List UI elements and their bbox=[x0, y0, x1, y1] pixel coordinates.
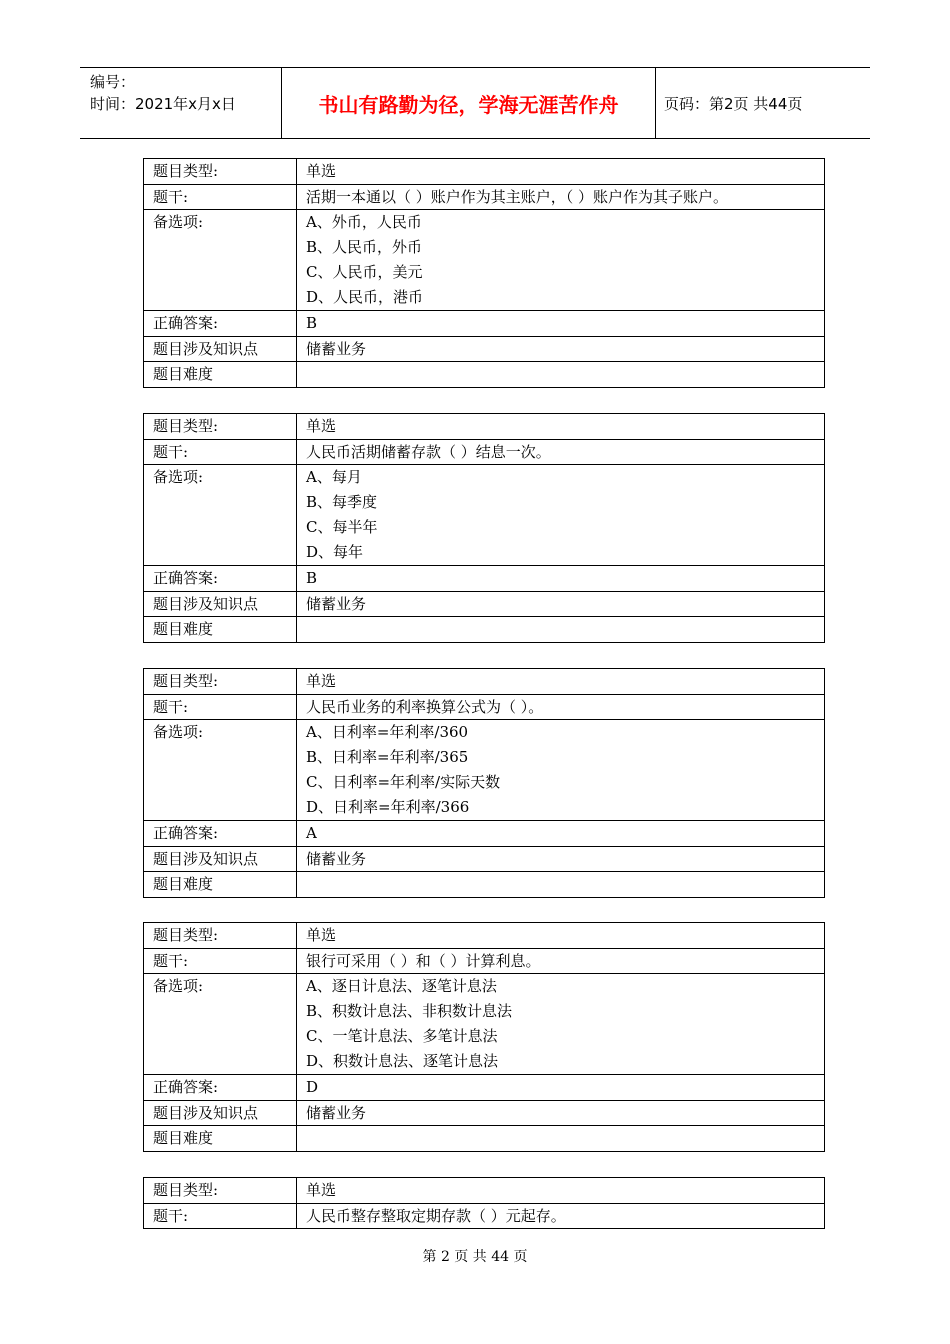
document-time: 时间：2021年x月x日 bbox=[90, 95, 236, 113]
row-type bbox=[144, 923, 825, 949]
question-table-5 bbox=[143, 1177, 825, 1229]
options-label: 备选项: bbox=[144, 210, 297, 311]
option-c: C、日利率=年利率/实际天数 bbox=[306, 773, 501, 791]
header-motto: 书山有路勤为径，学海无涯苦作舟 bbox=[281, 68, 656, 138]
option-d: D、日利率=年利率/366 bbox=[306, 798, 470, 816]
option-c: C、一笔计息法、多笔计息法 bbox=[306, 1027, 498, 1045]
answer-label: 正确答案: bbox=[144, 566, 297, 592]
type-label: 题目类型: bbox=[144, 669, 297, 695]
difficulty-label: 题目难度 bbox=[144, 872, 297, 898]
options-list bbox=[297, 465, 825, 566]
stem-value: 活期一本通以（ ）账户作为其主账户，（ ）账户作为其子账户。 bbox=[297, 184, 825, 210]
stem-label: 题干: bbox=[144, 1203, 297, 1229]
type-value: 单选 bbox=[297, 414, 825, 440]
option-c: C、人民币，美元 bbox=[306, 263, 423, 281]
difficulty-value bbox=[297, 872, 825, 898]
stem-value: 人民币业务的利率换算公式为（ ）。 bbox=[297, 694, 825, 720]
knowledge-value: 储蓄业务 bbox=[297, 1100, 825, 1126]
stem-label: 题干: bbox=[144, 948, 297, 974]
page-footer: 第 2 页 共 44 页 bbox=[422, 1249, 528, 1265]
stem-value: 人民币整存整取定期存款（ ）元起存。 bbox=[297, 1203, 825, 1229]
difficulty-label: 题目难度 bbox=[144, 362, 297, 388]
knowledge-value: 储蓄业务 bbox=[297, 336, 825, 362]
knowledge-label: 题目涉及知识点 bbox=[144, 846, 297, 872]
row-answer bbox=[144, 311, 825, 337]
type-value: 单选 bbox=[297, 159, 825, 185]
row-difficulty bbox=[144, 872, 825, 898]
type-value: 单选 bbox=[297, 669, 825, 695]
stem-label: 题干: bbox=[144, 694, 297, 720]
options-list bbox=[297, 974, 825, 1075]
difficulty-label: 题目难度 bbox=[144, 617, 297, 643]
question-table-2 bbox=[143, 413, 825, 643]
question-table-1 bbox=[143, 158, 825, 388]
row-stem bbox=[144, 439, 825, 465]
row-difficulty bbox=[144, 1126, 825, 1152]
option-a: A、逐日计息法、逐笔计息法 bbox=[306, 977, 497, 995]
row-options bbox=[144, 974, 825, 1075]
option-c: C、每半年 bbox=[306, 518, 378, 536]
difficulty-value bbox=[297, 617, 825, 643]
option-b: B、积数计息法、非积数计息法 bbox=[306, 1002, 513, 1020]
row-type bbox=[144, 669, 825, 695]
row-stem bbox=[144, 694, 825, 720]
row-type bbox=[144, 414, 825, 440]
row-options bbox=[144, 465, 825, 566]
answer-label: 正确答案: bbox=[144, 821, 297, 847]
row-options bbox=[144, 210, 825, 311]
header-page-info: 页码：第2页 共44页 bbox=[664, 94, 803, 113]
knowledge-label: 题目涉及知识点 bbox=[144, 591, 297, 617]
row-type bbox=[144, 1178, 825, 1204]
knowledge-value: 储蓄业务 bbox=[297, 591, 825, 617]
difficulty-value bbox=[297, 362, 825, 388]
answer-value: B bbox=[297, 566, 825, 592]
options-label: 备选项: bbox=[144, 720, 297, 821]
answer-value: A bbox=[297, 821, 825, 847]
answer-value: D bbox=[297, 1075, 825, 1101]
row-type bbox=[144, 159, 825, 185]
row-knowledge bbox=[144, 1100, 825, 1126]
option-a: A、日利率=年利率/360 bbox=[306, 723, 469, 741]
row-knowledge bbox=[144, 846, 825, 872]
header-meta bbox=[80, 68, 280, 138]
row-stem bbox=[144, 1203, 825, 1229]
options-list bbox=[297, 720, 825, 821]
option-b: B、人民币，外币 bbox=[306, 238, 423, 256]
option-a: A、每月 bbox=[306, 468, 362, 486]
difficulty-label: 题目难度 bbox=[144, 1126, 297, 1152]
difficulty-value bbox=[297, 1126, 825, 1152]
stem-label: 题干: bbox=[144, 184, 297, 210]
options-list bbox=[297, 210, 825, 311]
row-answer bbox=[144, 821, 825, 847]
options-label: 备选项: bbox=[144, 974, 297, 1075]
option-d: D、积数计息法、逐笔计息法 bbox=[306, 1052, 499, 1070]
option-d: D、人民币，港币 bbox=[306, 288, 424, 306]
question-table-3 bbox=[143, 668, 825, 898]
row-stem bbox=[144, 184, 825, 210]
document-number-label: 编号： bbox=[90, 73, 136, 91]
type-label: 题目类型: bbox=[144, 1178, 297, 1204]
type-value: 单选 bbox=[297, 923, 825, 949]
option-b: B、每季度 bbox=[306, 493, 378, 511]
stem-value: 银行可采用（ ）和（ ）计算利息。 bbox=[297, 948, 825, 974]
knowledge-label: 题目涉及知识点 bbox=[144, 336, 297, 362]
row-difficulty bbox=[144, 617, 825, 643]
row-answer bbox=[144, 566, 825, 592]
row-answer bbox=[144, 1075, 825, 1101]
type-label: 题目类型: bbox=[144, 414, 297, 440]
stem-label: 题干: bbox=[144, 439, 297, 465]
row-stem bbox=[144, 948, 825, 974]
row-options bbox=[144, 720, 825, 821]
option-d: D、每年 bbox=[306, 543, 364, 561]
row-knowledge bbox=[144, 591, 825, 617]
row-difficulty bbox=[144, 362, 825, 388]
page-header bbox=[80, 67, 870, 139]
type-label: 题目类型: bbox=[144, 159, 297, 185]
row-knowledge bbox=[144, 336, 825, 362]
answer-label: 正确答案: bbox=[144, 311, 297, 337]
options-label: 备选项: bbox=[144, 465, 297, 566]
question-table-4 bbox=[143, 922, 825, 1152]
knowledge-value: 储蓄业务 bbox=[297, 846, 825, 872]
option-b: B、日利率=年利率/365 bbox=[306, 748, 469, 766]
type-label: 题目类型: bbox=[144, 923, 297, 949]
answer-label: 正确答案: bbox=[144, 1075, 297, 1101]
knowledge-label: 题目涉及知识点 bbox=[144, 1100, 297, 1126]
answer-value: B bbox=[297, 311, 825, 337]
option-a: A、外币，人民币 bbox=[306, 213, 422, 231]
type-value: 单选 bbox=[297, 1178, 825, 1204]
stem-value: 人民币活期储蓄存款（ ）结息一次。 bbox=[297, 439, 825, 465]
